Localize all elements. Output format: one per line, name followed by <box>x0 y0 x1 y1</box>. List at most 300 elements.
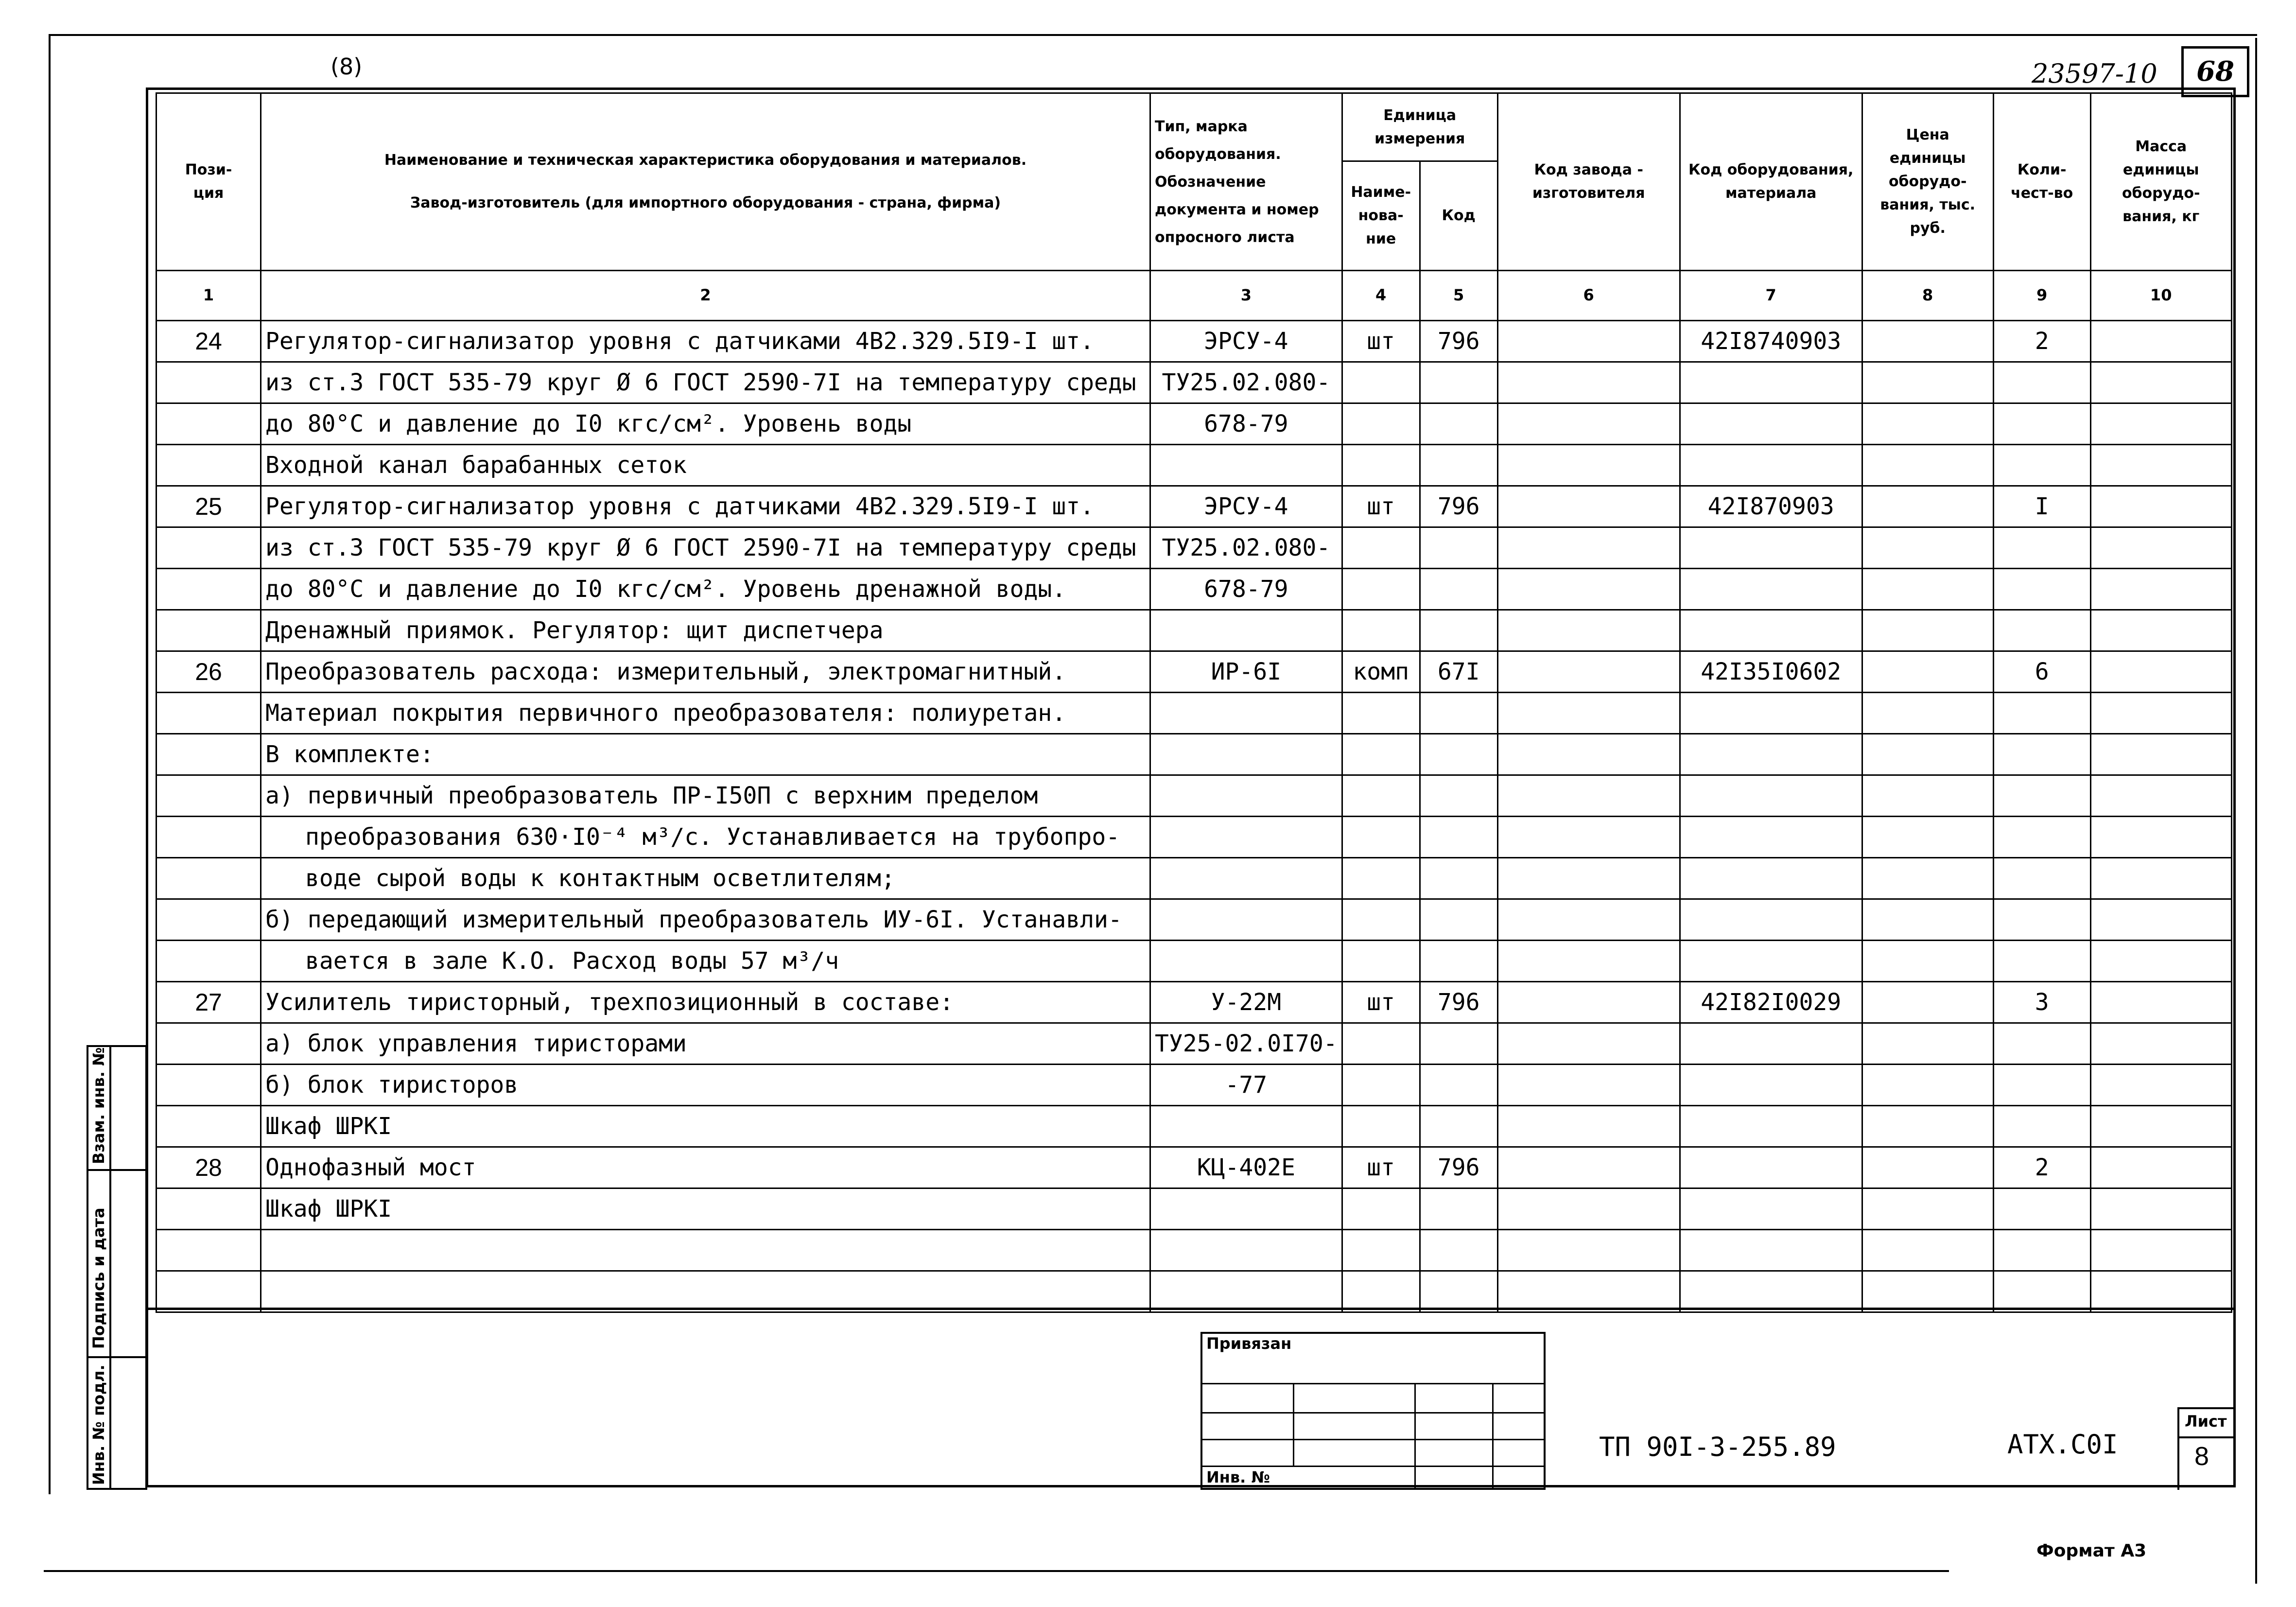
cell-unit-code <box>1420 858 1497 899</box>
stamp-line <box>1200 1439 1546 1440</box>
cell-equipment-code <box>1680 569 1862 610</box>
cell-price <box>1862 362 1993 403</box>
col-header-equipment-code: Код оборудования, материала <box>1680 93 1862 271</box>
table-row <box>157 362 2232 403</box>
table-row <box>157 1065 2232 1106</box>
cell-unit-name <box>1342 1106 1420 1147</box>
col-number: 8 <box>1862 271 1993 321</box>
cell-position <box>157 403 261 445</box>
cell-unit-name <box>1342 569 1420 610</box>
cell-mass <box>2090 1230 2231 1271</box>
col-number: 3 <box>1150 271 1342 321</box>
cell-equipment-code <box>1680 610 1862 651</box>
col-number: 6 <box>1497 271 1680 321</box>
cell-unit-name <box>1342 1230 1420 1271</box>
cell-unit-code <box>1420 610 1497 651</box>
cell-quantity: I <box>1993 486 2090 527</box>
cell-unit-name: комп <box>1342 651 1420 693</box>
cell-unit-name <box>1342 858 1420 899</box>
cell-name: Шкаф ШРКI <box>261 1188 1150 1230</box>
cell-quantity <box>1993 817 2090 858</box>
cell-equipment-code <box>1680 1230 1862 1271</box>
cell-position: 27 <box>157 982 261 1023</box>
col-number: 10 <box>2090 271 2231 321</box>
column-numbers-row <box>157 271 2232 321</box>
cell-equipment-code <box>1680 899 1862 941</box>
cell-name: из ст.3 ГОСТ 535-79 круг Ø 6 ГОСТ 2590-7I на температуру среды <box>261 527 1150 569</box>
side-inner-line <box>109 1045 111 1490</box>
cell-price <box>1862 693 1993 734</box>
cell-position <box>157 775 261 817</box>
table-row <box>157 1230 2232 1271</box>
cell-position <box>157 527 261 569</box>
cell-mass <box>2090 486 2231 527</box>
cell-mass <box>2090 1023 2231 1065</box>
cell-unit-code <box>1420 693 1497 734</box>
cell-position <box>157 362 261 403</box>
list-divider <box>2177 1436 2235 1438</box>
cell-position <box>157 1106 261 1147</box>
cell-factory-code <box>1497 486 1680 527</box>
cell-type: ТУ25-02.0I70- <box>1150 1023 1342 1065</box>
cell-factory-code <box>1497 941 1680 982</box>
cell-price <box>1862 1065 1993 1106</box>
cell-type <box>1150 693 1342 734</box>
table-row <box>157 486 2232 527</box>
privyazan-label: Привязан <box>1206 1334 1292 1353</box>
cell-unit-name <box>1342 1188 1420 1230</box>
cell-type <box>1150 899 1342 941</box>
col-header-name-line1: Наименование и техническая характеристика оборудования и материалов. <box>384 152 1027 169</box>
cell-name: В комплекте: <box>261 734 1150 775</box>
cell-position <box>157 734 261 775</box>
table-row <box>157 651 2232 693</box>
cell-unit-name <box>1342 445 1420 486</box>
cell-name: Шкаф ШРКI <box>261 1106 1150 1147</box>
col-number: 4 <box>1342 271 1420 321</box>
stamp-vline <box>1293 1383 1294 1466</box>
col-header-unit-code: Код <box>1420 161 1497 271</box>
table-row <box>157 610 2232 651</box>
cell-quantity <box>1993 1023 2090 1065</box>
cell-position <box>157 858 261 899</box>
cell-price <box>1862 734 1993 775</box>
table-row <box>157 1271 2232 1312</box>
cell-equipment-code <box>1680 734 1862 775</box>
cell-mass <box>2090 817 2231 858</box>
cell-factory-code <box>1497 569 1680 610</box>
cell-mass <box>2090 1106 2231 1147</box>
cell-unit-code <box>1420 1188 1497 1230</box>
title-block-top-line <box>148 1308 2233 1310</box>
cell-factory-code <box>1497 445 1680 486</box>
table-row <box>157 941 2232 982</box>
cell-equipment-code <box>1680 775 1862 817</box>
stamp-vline <box>1414 1383 1416 1490</box>
cell-mass <box>2090 403 2231 445</box>
outer-frame-bottom <box>44 1570 1949 1572</box>
cell-name: вается в зале К.О. Расход воды 57 м³/ч <box>261 941 1150 982</box>
cell-type <box>1150 734 1342 775</box>
cell-position <box>157 569 261 610</box>
cell-name: Преобразователь расхода: измерительный, электромагнитный. <box>261 651 1150 693</box>
cell-equipment-code: 42I8740903 <box>1680 321 1862 362</box>
cell-unit-name <box>1342 734 1420 775</box>
cell-type <box>1150 1106 1342 1147</box>
cell-position <box>157 817 261 858</box>
cell-unit-code <box>1420 569 1497 610</box>
cell-name: а) блок управления тиристорами <box>261 1023 1150 1065</box>
col-header-factory-code: Код завода - изготовителя <box>1497 93 1680 271</box>
cell-quantity: 6 <box>1993 651 2090 693</box>
cell-price <box>1862 817 1993 858</box>
cell-factory-code <box>1497 1188 1680 1230</box>
cell-position <box>157 1271 261 1312</box>
cell-factory-code <box>1497 982 1680 1023</box>
table-row <box>157 403 2232 445</box>
cell-position: 28 <box>157 1147 261 1188</box>
specification-body <box>157 321 2232 1312</box>
cell-equipment-code: 42I870903 <box>1680 486 1862 527</box>
cell-equipment-code: 42I82I0029 <box>1680 982 1862 1023</box>
cell-mass <box>2090 1147 2231 1188</box>
cell-position <box>157 610 261 651</box>
cell-unit-name <box>1342 1065 1420 1106</box>
cell-equipment-code <box>1680 817 1862 858</box>
side-divider <box>87 1356 147 1358</box>
cell-type <box>1150 1188 1342 1230</box>
cell-unit-code <box>1420 817 1497 858</box>
cell-name: Материал покрытия первичного преобразователя: полиуретан. <box>261 693 1150 734</box>
cell-unit-code <box>1420 734 1497 775</box>
cell-quantity <box>1993 527 2090 569</box>
table-row <box>157 858 2232 899</box>
cell-mass <box>2090 362 2231 403</box>
cell-quantity: 2 <box>1993 1147 2090 1188</box>
cell-unit-code <box>1420 941 1497 982</box>
cell-price <box>1862 858 1993 899</box>
table-row <box>157 527 2232 569</box>
cell-unit-name: шт <box>1342 321 1420 362</box>
cell-unit-name <box>1342 817 1420 858</box>
table-row <box>157 899 2232 941</box>
cell-type <box>1150 1230 1342 1271</box>
sheet-mark: (8) <box>330 53 363 80</box>
col-header-unit: Единица измерения <box>1342 93 1497 161</box>
cell-factory-code <box>1497 734 1680 775</box>
cell-price <box>1862 486 1993 527</box>
cell-unit-code <box>1420 1230 1497 1271</box>
cell-price <box>1862 403 1993 445</box>
table-row <box>157 1188 2232 1230</box>
cell-unit-name: шт <box>1342 982 1420 1023</box>
cell-factory-code <box>1497 1147 1680 1188</box>
table-row <box>157 1147 2232 1188</box>
col-header-unit-name: Наиме-нова-ние <box>1342 161 1420 271</box>
doc-number: 23597-10 <box>2032 58 2157 89</box>
cell-equipment-code <box>1680 1065 1862 1106</box>
cell-type <box>1150 775 1342 817</box>
cell-factory-code <box>1497 817 1680 858</box>
page-number: 68 <box>2196 55 2234 87</box>
cell-unit-code: 796 <box>1420 1147 1497 1188</box>
cell-mass <box>2090 651 2231 693</box>
cell-factory-code <box>1497 527 1680 569</box>
cell-factory-code <box>1497 1106 1680 1147</box>
cell-equipment-code <box>1680 693 1862 734</box>
cell-unit-code: 796 <box>1420 321 1497 362</box>
sheet-code: АТХ.С0I <box>2007 1429 2118 1460</box>
cell-mass <box>2090 775 2231 817</box>
cell-price <box>1862 982 1993 1023</box>
cell-price <box>1862 775 1993 817</box>
cell-type: ИР-6I <box>1150 651 1342 693</box>
col-header-name <box>261 93 1150 271</box>
cell-name: б) передающий измерительный преобразователь ИУ-6I. Устанавли- <box>261 899 1150 941</box>
cell-unit-name <box>1342 941 1420 982</box>
cell-name: Усилитель тиристорный, трехпозиционный в составе: <box>261 982 1150 1023</box>
cell-unit-code: 796 <box>1420 486 1497 527</box>
col-header-quantity: Коли-чест-во <box>1993 93 2090 271</box>
cell-name: б) блок тиристоров <box>261 1065 1150 1106</box>
cell-price <box>1862 651 1993 693</box>
cell-name: Однофазный мост <box>261 1147 1150 1188</box>
cell-type: КЦ-402Е <box>1150 1147 1342 1188</box>
cell-price <box>1862 1230 1993 1271</box>
cell-mass <box>2090 982 2231 1023</box>
cell-quantity <box>1993 734 2090 775</box>
cell-unit-name <box>1342 693 1420 734</box>
cell-factory-code <box>1497 858 1680 899</box>
cell-type <box>1150 817 1342 858</box>
cell-factory-code <box>1497 651 1680 693</box>
table-row <box>157 1106 2232 1147</box>
cell-quantity <box>1993 1271 2090 1312</box>
cell-factory-code <box>1497 899 1680 941</box>
cell-equipment-code <box>1680 403 1862 445</box>
cell-name: из ст.3 ГОСТ 535-79 круг Ø 6 ГОСТ 2590-7I на температуру среды <box>261 362 1150 403</box>
table-row <box>157 569 2232 610</box>
cell-factory-code <box>1497 1023 1680 1065</box>
cell-unit-name <box>1342 610 1420 651</box>
cell-quantity <box>1993 445 2090 486</box>
cell-price <box>1862 610 1993 651</box>
side-label-vzam: Взам. инв. № <box>89 1047 108 1164</box>
cell-quantity <box>1993 1230 2090 1271</box>
cell-position <box>157 1188 261 1230</box>
cell-unit-code <box>1420 1023 1497 1065</box>
cell-position <box>157 1023 261 1065</box>
cell-unit-code <box>1420 527 1497 569</box>
stamp-line <box>1200 1466 1546 1467</box>
cell-equipment-code <box>1680 527 1862 569</box>
cell-equipment-code <box>1680 445 1862 486</box>
table-row <box>157 734 2232 775</box>
cell-equipment-code <box>1680 858 1862 899</box>
cell-mass <box>2090 1188 2231 1230</box>
cell-position: 24 <box>157 321 261 362</box>
cell-quantity <box>1993 569 2090 610</box>
cell-price <box>1862 1271 1993 1312</box>
cell-type <box>1150 941 1342 982</box>
cell-name: Регулятор-сигнализатор уровня с датчиками 4В2.329.5I9-I шт. <box>261 321 1150 362</box>
cell-unit-code <box>1420 1065 1497 1106</box>
cell-mass <box>2090 734 2231 775</box>
cell-quantity <box>1993 858 2090 899</box>
cell-mass <box>2090 693 2231 734</box>
table-row <box>157 775 2232 817</box>
cell-mass <box>2090 527 2231 569</box>
col-header-type: Тип, марка оборудования. Обозначение документа и номер опросного листа <box>1150 93 1342 271</box>
col-number: 9 <box>1993 271 2090 321</box>
cell-unit-name: шт <box>1342 486 1420 527</box>
cell-position <box>157 899 261 941</box>
table-row <box>157 693 2232 734</box>
cell-equipment-code <box>1680 362 1862 403</box>
side-divider <box>87 1169 147 1171</box>
col-header-name-line2: Завод-изготовитель (для импортного оборудования - страна, фирма) <box>410 194 1001 211</box>
cell-name: преобразования 630·I0⁻⁴ м³/с. Устанавливается на трубопро- <box>261 817 1150 858</box>
cell-type <box>1150 1271 1342 1312</box>
specification-table <box>156 92 2232 1313</box>
cell-mass <box>2090 1065 2231 1106</box>
cell-price <box>1862 1023 1993 1065</box>
cell-quantity <box>1993 775 2090 817</box>
cell-name: а) первичный преобразователь ПР-I50П с верхним пределом <box>261 775 1150 817</box>
cell-position: 25 <box>157 486 261 527</box>
cell-price <box>1862 941 1993 982</box>
cell-equipment-code <box>1680 1271 1862 1312</box>
col-number: 2 <box>261 271 1150 321</box>
cell-quantity <box>1993 362 2090 403</box>
cell-price <box>1862 1147 1993 1188</box>
cell-unit-code: 67I <box>1420 651 1497 693</box>
cell-type: У-22М <box>1150 982 1342 1023</box>
col-header-position: Пози- ция <box>157 93 261 271</box>
table-row <box>157 445 2232 486</box>
cell-factory-code <box>1497 403 1680 445</box>
cell-type: ЭРСУ-4 <box>1150 486 1342 527</box>
cell-unit-name <box>1342 1271 1420 1312</box>
cell-factory-code <box>1497 1230 1680 1271</box>
cell-quantity <box>1993 1188 2090 1230</box>
cell-unit-code <box>1420 362 1497 403</box>
cell-unit-code <box>1420 899 1497 941</box>
stamp-vline <box>1492 1383 1494 1490</box>
cell-name: Дренажный приямок. Регулятор: щит диспетчера <box>261 610 1150 651</box>
cell-name: воде сырой воды к контактным осветлителям; <box>261 858 1150 899</box>
cell-mass <box>2090 445 2231 486</box>
cell-equipment-code <box>1680 1147 1862 1188</box>
cell-name <box>261 1230 1150 1271</box>
col-header-price: Цена единицы оборудо-вания, тыс. руб. <box>1862 93 1993 271</box>
cell-name: Входной канал барабанных сеток <box>261 445 1150 486</box>
cell-equipment-code <box>1680 1023 1862 1065</box>
col-header-mass: Масса единицы оборудо-вания, кг <box>2090 93 2231 271</box>
cell-unit-name <box>1342 527 1420 569</box>
cell-position: 26 <box>157 651 261 693</box>
cell-type: 678-79 <box>1150 569 1342 610</box>
cell-factory-code <box>1497 693 1680 734</box>
list-value: 8 <box>2194 1442 2209 1471</box>
outer-frame-right <box>2255 38 2257 1584</box>
cell-price <box>1862 321 1993 362</box>
cell-position <box>157 941 261 982</box>
cell-mass <box>2090 610 2231 651</box>
cell-unit-code <box>1420 1106 1497 1147</box>
cell-type <box>1150 445 1342 486</box>
cell-quantity <box>1993 941 2090 982</box>
cell-mass <box>2090 321 2231 362</box>
side-label-podpis: Подпись и дата <box>89 1207 108 1349</box>
cell-unit-name <box>1342 775 1420 817</box>
inv-no-label: Инв. № <box>1206 1468 1270 1486</box>
stamp-line <box>1200 1412 1546 1414</box>
cell-quantity <box>1993 899 2090 941</box>
cell-factory-code <box>1497 610 1680 651</box>
cell-price <box>1862 1188 1993 1230</box>
side-label-inv-podl: Инв. № подл. <box>89 1364 108 1485</box>
cell-type: ТУ25.02.080- <box>1150 527 1342 569</box>
cell-unit-name <box>1342 1023 1420 1065</box>
cell-unit-name <box>1342 899 1420 941</box>
cell-type <box>1150 858 1342 899</box>
cell-factory-code <box>1497 1271 1680 1312</box>
cell-mass <box>2090 858 2231 899</box>
list-label: Лист <box>2185 1412 2227 1431</box>
cell-mass <box>2090 899 2231 941</box>
cell-price <box>1862 569 1993 610</box>
cell-unit-name: шт <box>1342 1147 1420 1188</box>
col-number: 1 <box>157 271 261 321</box>
cell-unit-code <box>1420 775 1497 817</box>
table-row <box>157 321 2232 362</box>
cell-quantity <box>1993 1065 2090 1106</box>
cell-equipment-code: 42I35I0602 <box>1680 651 1862 693</box>
cell-quantity: 2 <box>1993 321 2090 362</box>
cell-name: до 80°С и давление до I0 кгс/см². Уровень дренажной воды. <box>261 569 1150 610</box>
cell-equipment-code <box>1680 941 1862 982</box>
cell-name: до 80°С и давление до I0 кгс/см². Уровень воды <box>261 403 1150 445</box>
cell-mass <box>2090 1271 2231 1312</box>
cell-equipment-code <box>1680 1188 1862 1230</box>
cell-unit-name <box>1342 362 1420 403</box>
cell-quantity: 3 <box>1993 982 2090 1023</box>
cell-quantity <box>1993 610 2090 651</box>
stamp-line <box>1200 1383 1546 1384</box>
cell-price <box>1862 1106 1993 1147</box>
cell-unit-code <box>1420 1271 1497 1312</box>
cell-equipment-code <box>1680 1106 1862 1147</box>
cell-mass <box>2090 569 2231 610</box>
cell-quantity <box>1993 403 2090 445</box>
cell-factory-code <box>1497 1065 1680 1106</box>
cell-type: ТУ25.02.080- <box>1150 362 1342 403</box>
cell-position <box>157 1230 261 1271</box>
cell-type: ЭРСУ-4 <box>1150 321 1342 362</box>
cell-position <box>157 445 261 486</box>
cell-factory-code <box>1497 775 1680 817</box>
cell-unit-name <box>1342 403 1420 445</box>
cell-type: -77 <box>1150 1065 1342 1106</box>
cell-unit-code: 796 <box>1420 982 1497 1023</box>
cell-unit-code <box>1420 403 1497 445</box>
cell-type <box>1150 610 1342 651</box>
cell-position <box>157 693 261 734</box>
cell-quantity <box>1993 1106 2090 1147</box>
cell-price <box>1862 527 1993 569</box>
cell-quantity <box>1993 693 2090 734</box>
